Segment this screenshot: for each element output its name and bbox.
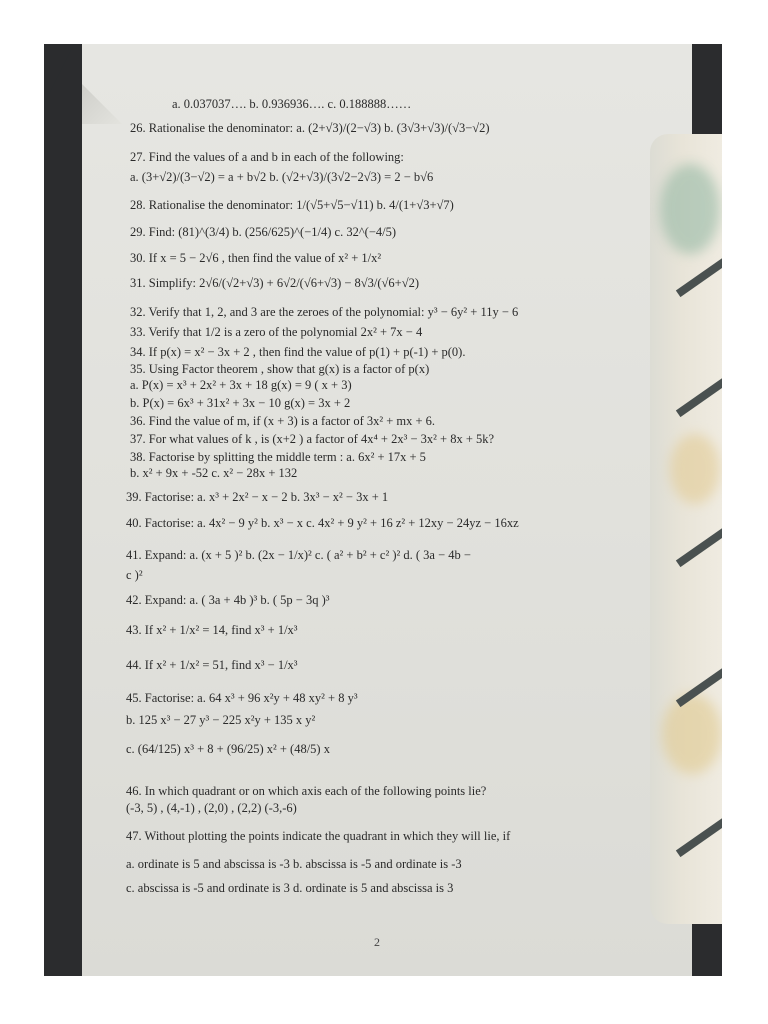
worksheet-line: c. (64/125) x³ + 8 + (96/25) x² + (48/5) x	[126, 742, 330, 756]
worksheet-line: 29. Find: (81)^(3/4) b. (256/625)^(−1/4) c. 32^(−4/5)	[130, 225, 397, 239]
worksheet-line: 39. Factorise: a. x³ + 2x² − x − 2 b. 3x³ − x² − 3x + 1	[126, 490, 389, 504]
worksheet-line: b. x² + 9x + -52 c. x² − 28x + 132	[130, 466, 298, 480]
worksheet-line: 32. Verify that 1, 2, and 3 are the zeroes of the polynomial: y³ − 6y² + 11y − 6	[130, 305, 519, 319]
worksheet-line: c. abscissa is -5 and ordinate is 3 d. ordinate is 5 and abscissa is 3	[126, 881, 454, 895]
worksheet-line: 30. If x = 5 − 2√6 , then find the value of x² + 1/x²	[130, 251, 382, 265]
page-number: 2	[374, 935, 380, 949]
worksheet-line: 26. Rationalise the denominator: a. (2+√3)/(2−√3) b. (3√3+√3)/(√3−√2)	[130, 121, 490, 135]
worksheet-line: 47. Without plotting the points indicate the quadrant in which they will lie, if	[126, 829, 511, 843]
worksheet-line: 28. Rationalise the denominator: 1/(√5+√5−√11) b. 4/(1+√3+√7)	[130, 198, 454, 212]
worksheet-line: 38. Factorise by splitting the middle term : a. 6x² + 17x + 5	[130, 450, 426, 464]
worksheet-line: 37. For what values of k , is (x+2 ) a factor of 4x⁴ + 2x³ − 3x² + 8x + 5k?	[130, 432, 495, 446]
corner-shadow	[44, 44, 74, 104]
background-patterned-paper	[650, 134, 722, 924]
worksheet-line: a. 0.037037…. b. 0.936936…. c. 0.188888……	[172, 97, 412, 111]
worksheet-line: 36. Find the value of m, if (x + 3) is a factor of 3x² + mx + 6.	[130, 414, 436, 428]
worksheet-line: 31. Simplify: 2√6/(√2+√3) + 6√2/(√6+√3) − 8√3/(√6+√2)	[130, 276, 419, 290]
page-fold	[82, 84, 122, 124]
worksheet-line: b. 125 x³ − 27 y³ − 225 x²y + 135 x y²	[126, 713, 316, 727]
worksheet-line: a. P(x) = x³ + 2x² + 3x + 18 g(x) = 9 ( x + 3)	[130, 378, 352, 392]
worksheet-line: 34. If p(x) = x² − 3x + 2 , then find the value of p(1) + p(-1) + p(0).	[130, 345, 466, 359]
worksheet-line: 43. If x² + 1/x² = 14, find x³ + 1/x³	[126, 623, 298, 637]
worksheet-line: a. (3+√2)/(3−√2) = a + b√2 b. (√2+√3)/(3√2−2√3) = 2 − b√6	[130, 170, 434, 184]
worksheet-line: 46. In which quadrant or on which axis each of the following points lie?	[126, 784, 487, 798]
worksheet-line: 35. Using Factor theorem , show that g(x) is a factor of p(x)	[130, 362, 430, 376]
worksheet-line: 44. If x² + 1/x² = 51, find x³ − 1/x³	[126, 658, 298, 672]
worksheet-line: 27. Find the values of a and b in each of the following:	[130, 150, 404, 164]
worksheet-line: 42. Expand: a. ( 3a + 4b )³ b. ( 5p − 3q )³	[126, 593, 330, 607]
worksheet-line: b. P(x) = 6x³ + 31x² + 3x − 10 g(x) = 3x + 2	[130, 396, 351, 410]
worksheet-line: 40. Factorise: a. 4x² − 9 y² b. x³ − x c. 4x² + 9 y² + 16 z² + 12xy − 24yz − 16xz	[126, 516, 519, 530]
worksheet-line: c )²	[126, 568, 143, 582]
worksheet-line: a. ordinate is 5 and abscissa is -3 b. abscissa is -5 and ordinate is -3	[126, 857, 462, 871]
worksheet-line: 41. Expand: a. (x + 5 )² b. (2x − 1/x)² c. ( a² + b² + c² )² d. ( 3a − 4b −	[126, 548, 471, 562]
worksheet-line: (-3, 5) , (4,-1) , (2,0) , (2,2) (-3,-6)	[126, 801, 297, 815]
worksheet-line: 33. Verify that 1/2 is a zero of the polynomial 2x² + 7x − 4	[130, 325, 423, 339]
worksheet-line: 45. Factorise: a. 64 x³ + 96 x²y + 48 xy² + 8 y³	[126, 691, 358, 705]
